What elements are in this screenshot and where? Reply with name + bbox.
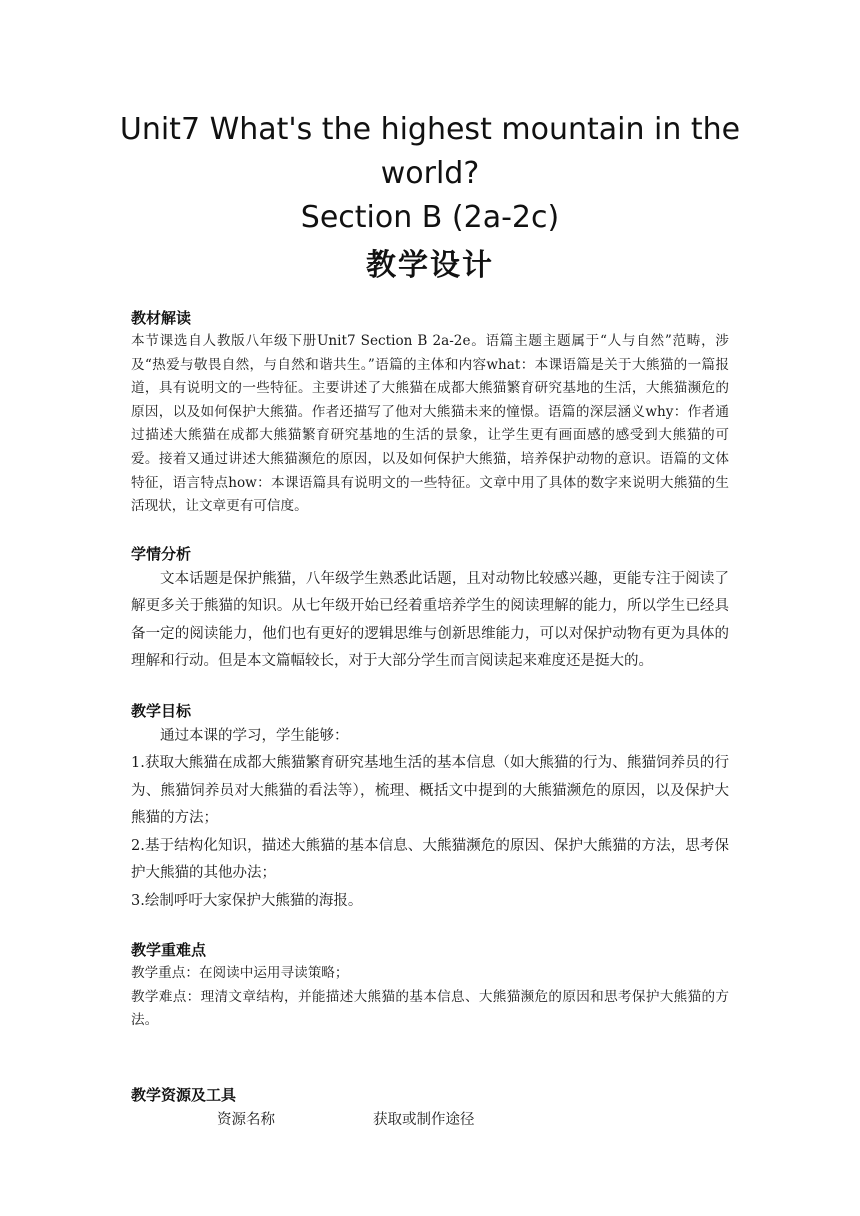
section-heading: 学情分析 — [131, 544, 192, 563]
objectives-intro: 通过本课的学习，学生能够： — [160, 727, 349, 744]
section-heading: 教学重难点 — [131, 941, 207, 960]
objective-item: 1.获取大熊猫在成都大熊猫繁育研究基地生活的基本信息（如大熊猫的行为、熊猫饲养员的行为、熊猫饲养员对大熊猫的看法等），梳理、概括文中提到的大熊猫濒危的原因，以及保护大熊猫的方法； — [131, 755, 729, 827]
section-xueqing — [131, 542, 729, 676]
title-line-1: Unit7 What's the highest mountain in the — [119, 112, 741, 147]
objective-item: 3.绘制呼吁大家保护大熊猫的海报。 — [131, 892, 363, 909]
section-paragraph: 文本话题是保护熊猫，八年级学生熟悉此话题，且对动物比较感兴趣，更能专注于阅读了解更多关于熊猫的知识。从七年级开始已经着重培养学生的阅读理解的能力，所以学生已经具备一定的阅读能力，他们也有更好的逻辑思维与创新思维能力，可以对保护动物有更为具体的理解和行动。但是本文篇幅较长，对于大部分学生而言阅读起来难度还是挺大的。 — [131, 570, 729, 670]
resource-table-header — [131, 1107, 729, 1134]
section-mubiao — [131, 699, 729, 916]
section-zhongnandian — [131, 938, 729, 1033]
key-point: 教学重点：在阅读中运用寻读策略； — [131, 965, 349, 982]
title-line-2: world? — [380, 156, 480, 191]
section-paragraph: 本节课选自人教版八年级下册Unit7 Section B 2a-2e。语篇主题主题属于“人与自然”范畴，涉及“热爱与敬畏自然，与自然和谐共生。”语篇的主体和内容what：本课语篇是关于大熊猫的一篇报道，具有说明文的一些特征。主要讲述了大熊猫在成都大熊猫繁育研究基地的生活，大熊猫濒危的原因，以及如何保护大熊猫。作者还描写了他对大熊猫未来的憧憬。语篇的深层涵义why：作者通过描述大熊猫在成都大熊猫繁育研究基地的生活的景象，让学生更有画面感的感受到大熊猫的可爱。接着又通过讲述大熊猫濒危的原因，以及如何保护大熊猫，培养保护动物的意识。语篇的文体特征，语言特点how：本课语篇具有说明文的一些特征。文章中用了具体的数字来说明大熊猫的生活现状，让文章更有可信度。 — [131, 333, 729, 515]
resource-col-source: 获取或制作途径 — [373, 1112, 475, 1129]
title-line-4: 教学设计 — [366, 248, 494, 283]
resource-col-name: 资源名称 — [217, 1112, 275, 1129]
section-heading: 教材解读 — [131, 309, 192, 327]
title-line-3: Section B (2a-2c) — [300, 200, 560, 235]
objective-item: 2.基于结构化知识，描述大熊猫的基本信息、大熊猫濒危的原因、保护大熊猫的方法，思考保护大熊猫的其他办法； — [131, 837, 729, 882]
difficult-point: 教学难点：理清文章结构，并能描述大熊猫的基本信息、大熊猫濒危的原因和思考保护大熊猫的方法。 — [131, 988, 729, 1029]
document-title — [100, 108, 760, 288]
document-body — [131, 306, 729, 1134]
section-jiaocai — [131, 306, 729, 519]
section-heading: 教学资源及工具 — [131, 1086, 237, 1105]
section-ziyuan — [131, 1083, 729, 1134]
section-heading: 教学目标 — [131, 701, 192, 720]
